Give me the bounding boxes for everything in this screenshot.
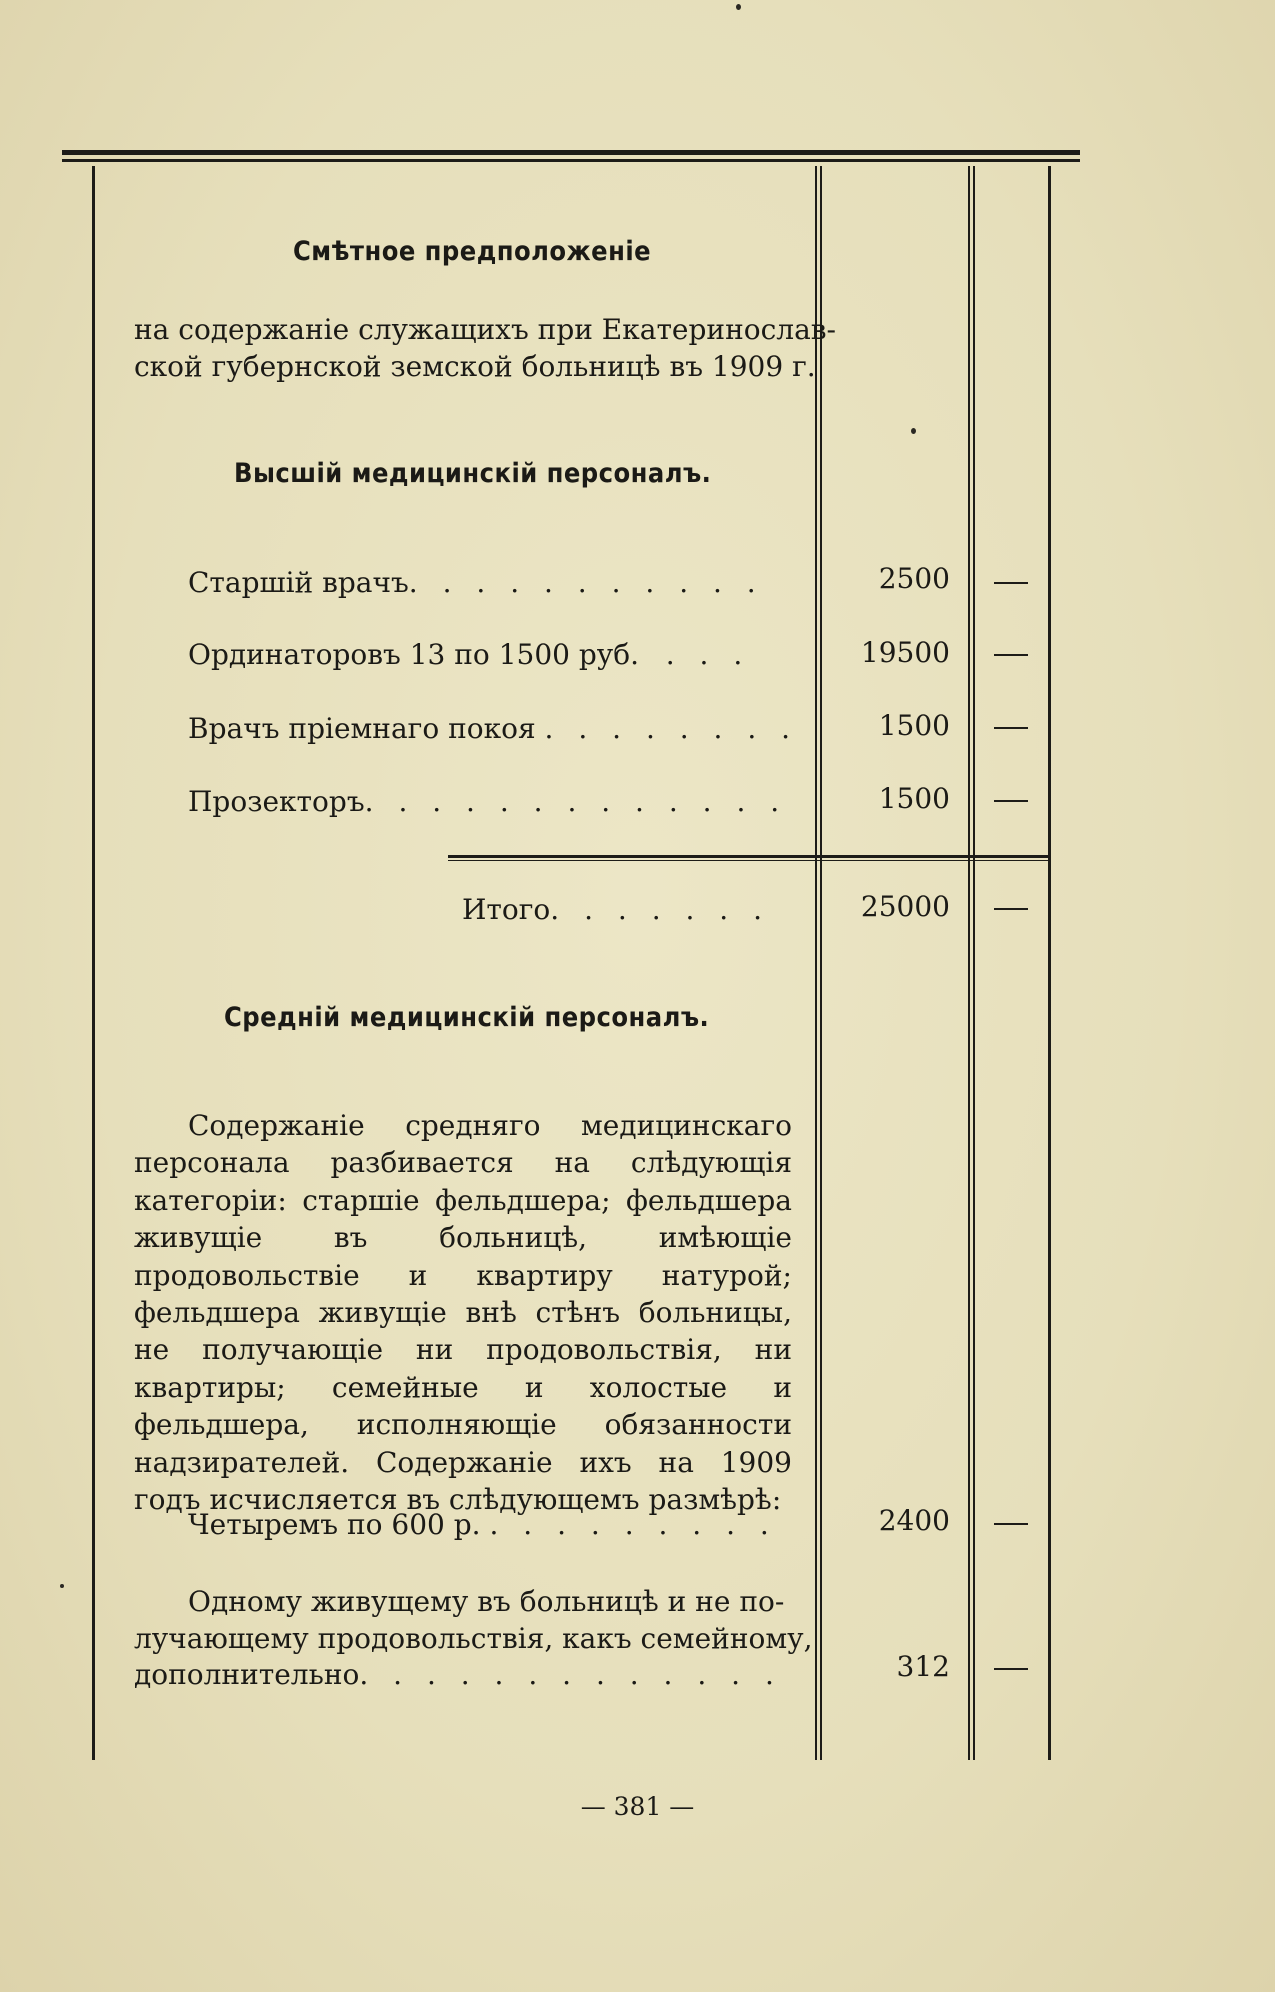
row-text-line-1: Одному живущему въ больницѣ и не по- (188, 1585, 785, 1618)
amount-four-feldshers: 2400 (878, 1504, 950, 1537)
row-label-four-feldshers (188, 1508, 777, 1541)
column-rule-left (92, 166, 95, 1760)
section-heading-middle: Средній медицинскій персоналъ. (224, 1002, 710, 1033)
row-label-text: Прозекторъ (188, 785, 365, 818)
print-speck (736, 4, 741, 10)
row-text-line-2: лучающему продовольствія, какъ семейному, (134, 1622, 813, 1655)
page-number: — 381 — (580, 1792, 695, 1821)
section-heading-senior: Высшій медицинскій персоналъ. (234, 458, 712, 489)
dash-mark (994, 727, 1028, 729)
dash-mark (994, 800, 1028, 802)
row-label-text: Ординаторовъ 13 по 1500 руб. (188, 638, 640, 671)
row-text-line-3 (134, 1658, 782, 1691)
row-label-text: Врачъ пріемнаго покоя (188, 712, 536, 745)
subtitle-line-1: на содержаніе служащихъ при Екатеринослав- (134, 313, 836, 346)
print-speck (60, 1584, 64, 1588)
document-title: Смѣтное предположеніе (293, 236, 652, 267)
dash-mark (994, 582, 1028, 584)
column-rule-amount-right (968, 166, 970, 1760)
row-label-senior-doctor (188, 566, 764, 599)
row-label-text: дополнительно (134, 1658, 360, 1691)
dash-mark (994, 1523, 1028, 1525)
row-label-text: Четыремъ по 600 р. (188, 1508, 481, 1541)
row-label-text: Итого (462, 893, 551, 926)
amount-senior-doctor: 2500 (878, 562, 950, 595)
amount-prosector: 1500 (878, 782, 950, 815)
leader-dots: . . . . . . . (550, 893, 771, 926)
row-label-prosector (188, 785, 787, 818)
amount-admission-doctor: 1500 (878, 709, 950, 742)
sum-rule-thin (448, 860, 1048, 861)
amount-residents: 19500 (860, 636, 950, 669)
top-rule-thin (62, 159, 1080, 162)
column-rule-right (1048, 166, 1051, 1760)
leader-dots: . . . . . . . . . . . . . (364, 785, 788, 818)
leader-dots: . . . . . . . . . . . . . (359, 1658, 782, 1691)
column-rule-amount-left (815, 166, 817, 1760)
dash-mark (994, 654, 1028, 656)
amount-additional: 312 (896, 1650, 950, 1683)
leader-dots: . . . (665, 638, 751, 671)
row-label-admission-doctor (188, 712, 798, 745)
dash-mark (994, 908, 1028, 910)
leader-dots: . . . . . . . . . . . (408, 566, 764, 599)
sum-rule (448, 855, 1048, 858)
row-label-text: Старшій врачъ (188, 566, 409, 599)
dash-mark (994, 1668, 1028, 1670)
top-rule-thick (62, 150, 1080, 155)
print-speck (911, 428, 916, 434)
column-rule-amount-right-double (973, 166, 975, 1760)
paragraph-text: Содержаніе средняго медицинскаго персонала разбивается на слѣдующія категоріи: старшіе фельдшера; фельдшера живущіе въ больницѣ, имѣющіе продовольствіе и квартиру натурой; фельдшера живущіе внѣ стѣнъ больницы, не получающіе ни продовольствія, ни квартиры; семейные и холостые и фельдшера, исполняющіе обязанности надзирателей. Содержаніе ихъ на 1909 годъ исчисляется въ слѣдующемъ размѣрѣ: (134, 1109, 792, 1517)
subtitle-line-2: ской губернской земской больницѣ въ 1909 г. (134, 350, 816, 383)
leader-dots: . . . . . . . . (544, 712, 799, 745)
amount-total: 25000 (860, 890, 950, 923)
leader-dots: . . . . . . . . . (489, 1508, 777, 1541)
row-label-total (462, 893, 770, 926)
section-paragraph (134, 1107, 792, 1518)
row-label-residents (188, 638, 750, 671)
